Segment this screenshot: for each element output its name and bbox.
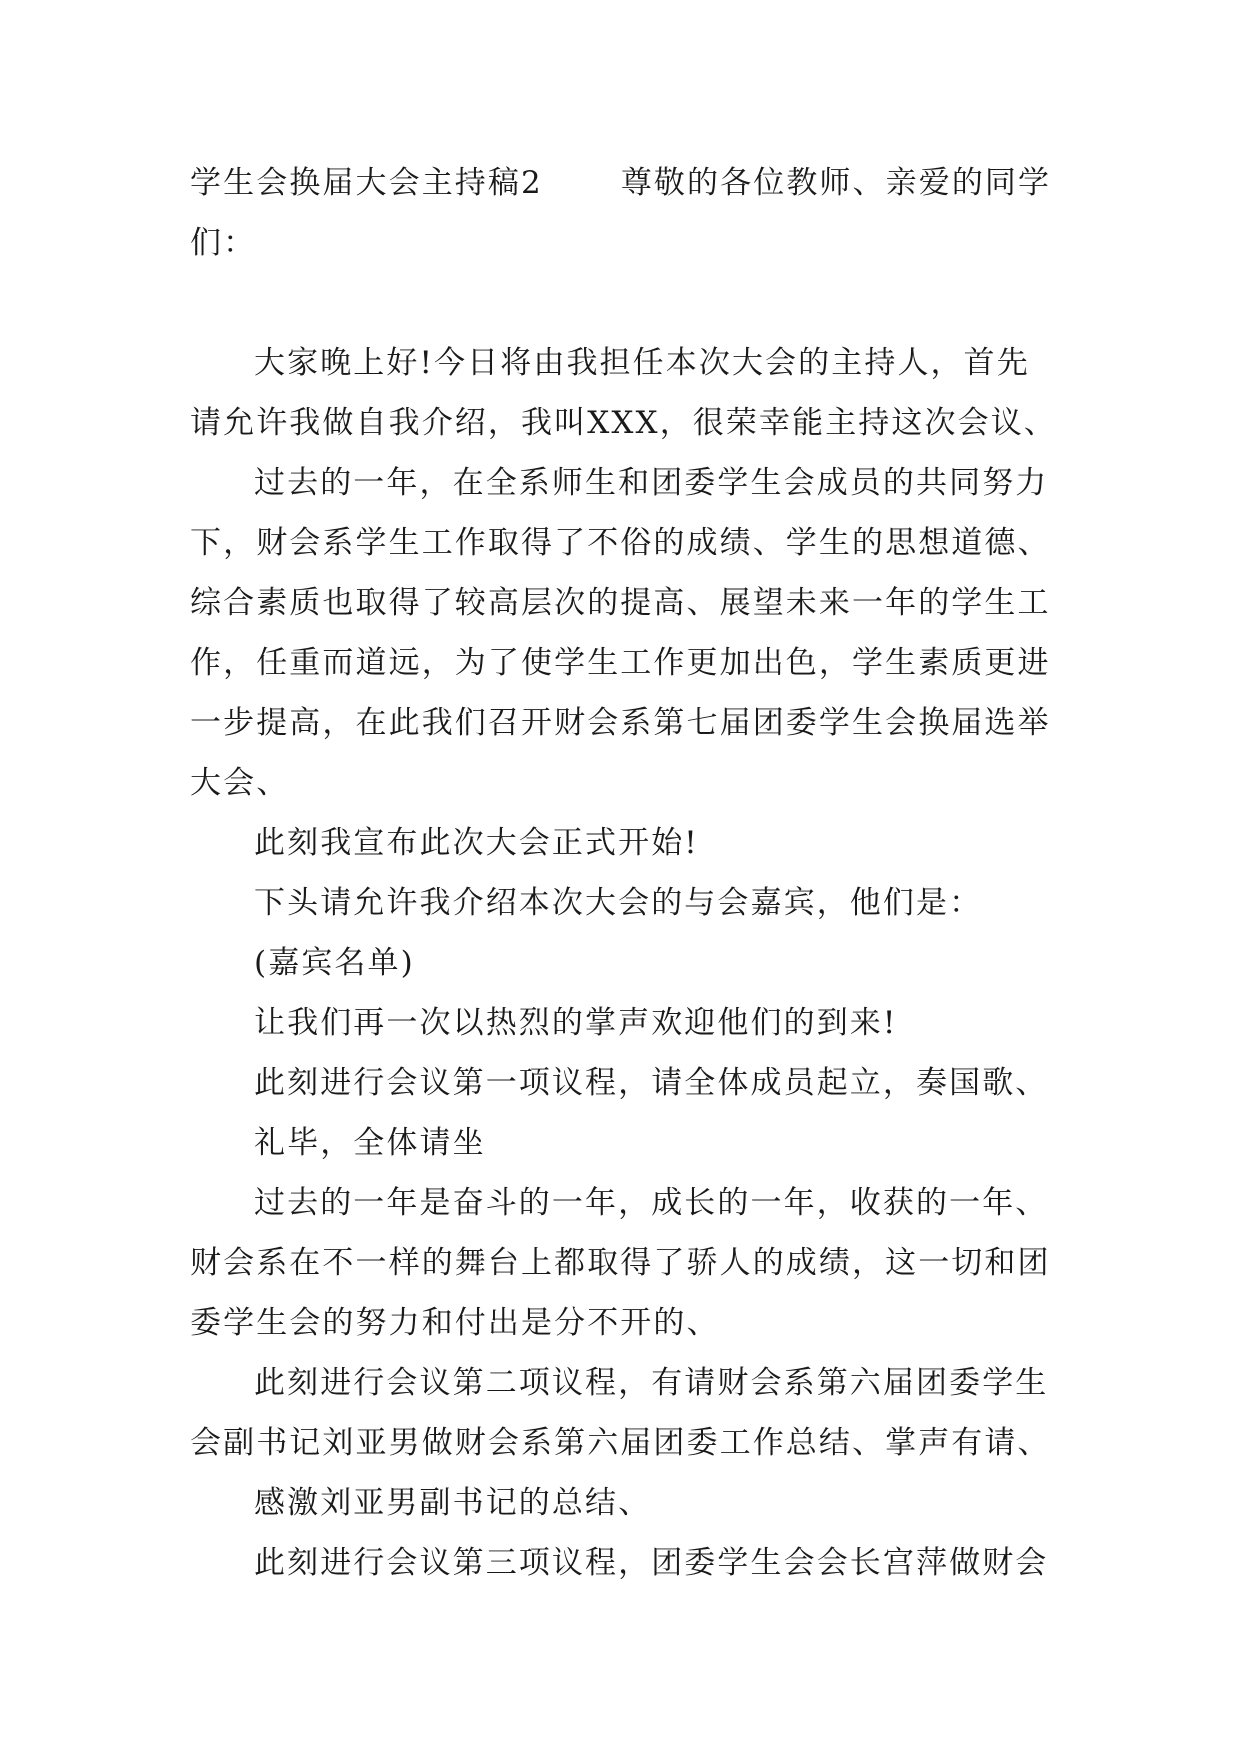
text-line: (嘉宾名单) [254, 945, 415, 981]
text-line: 委学生会的努力和付出是分不开的、 [190, 1305, 720, 1341]
salutation: 尊敬的各位教师、亲爱的同学 [620, 165, 1052, 201]
text-line: 礼毕，全体请坐 [254, 1125, 486, 1161]
text-line: 此刻进行会议第三项议程，团委学生会会长宫萍做财会 [254, 1545, 1049, 1581]
text-line: 大会、 [190, 765, 290, 801]
text-line: 财会系在不一样的舞台上都取得了骄人的成绩，这一切和团 [190, 1245, 1051, 1281]
document-title: 学生会换届大会主持稿2 [190, 165, 543, 201]
text-line: 让我们再一次以热烈的掌声欢迎他们的到来! [254, 1005, 898, 1041]
text-line: 综合素质也取得了较高层次的提高、展望未来一年的学生工 [190, 585, 1051, 621]
text-line: 作，任重而道远，为了使学生工作更加出色，学生素质更进 [190, 645, 1051, 681]
text-line: 过去的一年是奋斗的一年，成长的一年，收获的一年、 [254, 1185, 1049, 1221]
text-line: 下头请允许我介绍本次大会的与会嘉宾，他们是： [254, 885, 983, 921]
title-line [190, 153, 1060, 213]
text-line: 下，财会系学生工作取得了不俗的成绩、学生的思想道德、 [190, 525, 1051, 561]
text-line: 感激刘亚男副书记的总结、 [254, 1485, 652, 1521]
text-line: 此刻进行会议第二项议程，有请财会系第六届团委学生 [254, 1365, 1049, 1401]
text-line: 请允许我做自我介绍，我叫XXX，很荣幸能主持这次会议、 [190, 405, 1057, 441]
text-line: 此刻进行会议第一项议程，请全体成员起立，奏国歌、 [254, 1065, 1049, 1101]
text-line: 大家晚上好!今日将由我担任本次大会的主持人，首先 [254, 345, 1030, 381]
text-line: 会副书记刘亚男做财会系第六届团委工作总结、掌声有请、 [190, 1425, 1051, 1461]
text-line: 过去的一年，在全系师生和团委学生会成员的共同努力 [254, 465, 1049, 501]
text-line: 一步提高，在此我们召开财会系第七届团委学生会换届选举 [190, 705, 1051, 741]
salutation-continued: 们： [190, 225, 257, 261]
document-page [190, 153, 1060, 1593]
document-body [190, 333, 1060, 1593]
text-line: 此刻我宣布此次大会正式开始! [254, 825, 699, 861]
